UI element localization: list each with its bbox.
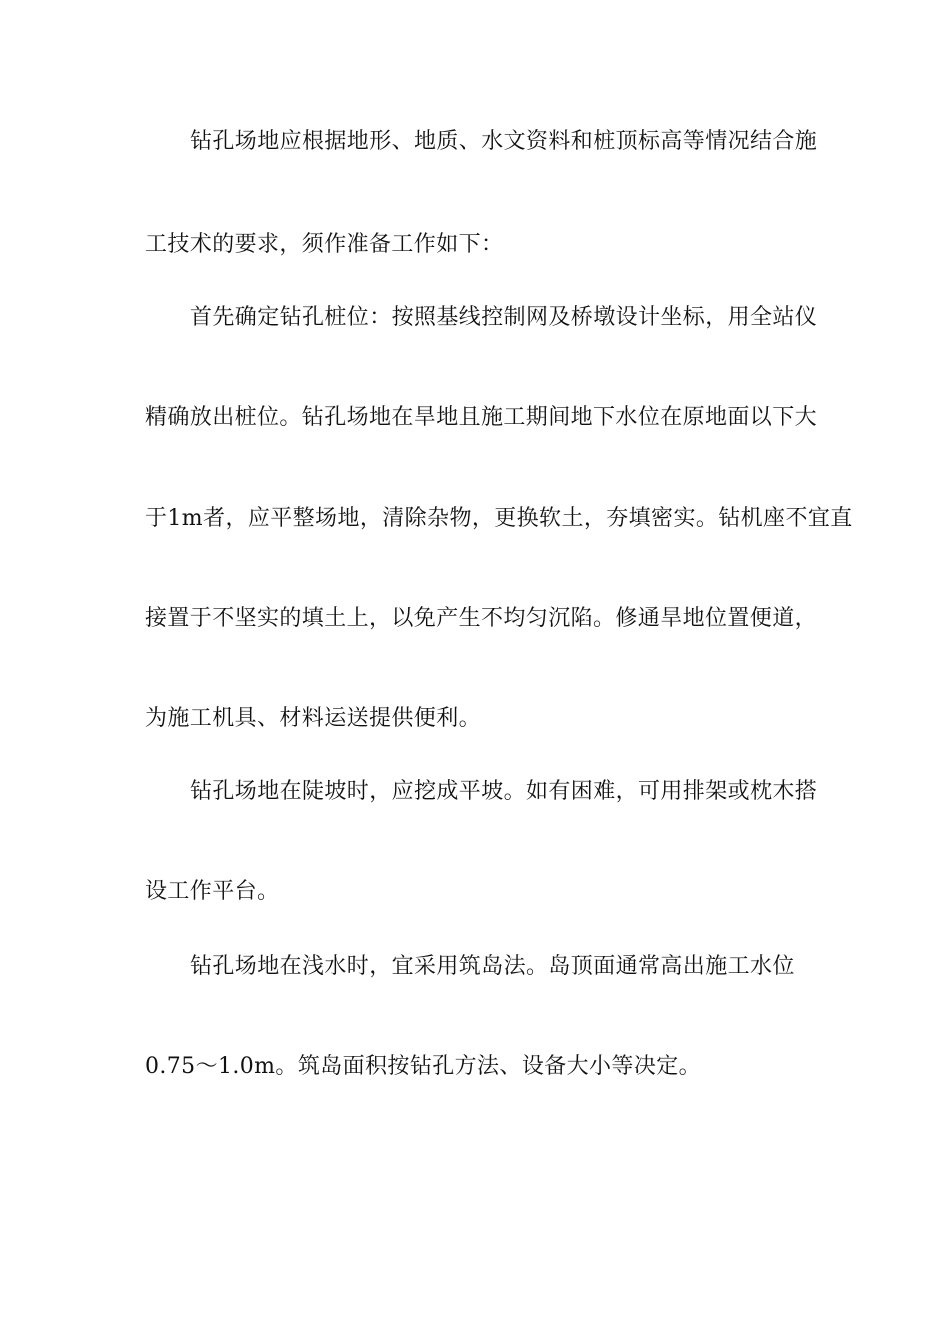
paragraph-2-line-3: 于1m者，应平整场地，清除杂物，更换软土，夯填密实。钻机座不宜直 bbox=[145, 506, 853, 531]
paragraph-2-line-1: 首先确定钻孔桩位：按照基线控制网及桥墩设计坐标，用全站仪 bbox=[190, 305, 818, 330]
paragraph-2-line-2: 精确放出桩位。钻孔场地在旱地且施工期间地下水位在原地面以下大 bbox=[145, 405, 818, 430]
paragraph-2-line-5: 为施工机具、材料运送提供便利。 bbox=[145, 706, 482, 731]
paragraph-4-line-1: 钻孔场地在浅水时，宜采用筑岛法。岛顶面通常高出施工水位 bbox=[190, 954, 795, 979]
paragraph-3-line-2: 设工作平台。 bbox=[145, 879, 280, 904]
paragraph-1-line-2: 工技术的要求，须作准备工作如下： bbox=[145, 232, 504, 257]
paragraph-2-line-4: 接置于不坚实的填土上，以免产生不均匀沉陷。修通旱地位置便道， bbox=[145, 606, 818, 631]
paragraph-3-line-1: 钻孔场地在陡坡时，应挖成平坡。如有困难，可用排架或枕木搭 bbox=[190, 779, 818, 804]
paragraph-1-line-1: 钻孔场地应根据地形、地质、水文资料和桩顶标高等情况结合施 bbox=[190, 129, 818, 154]
paragraph-4-line-2: 0.75～1.0m。筑岛面积按钻孔方法、设备大小等决定。 bbox=[145, 1054, 702, 1079]
